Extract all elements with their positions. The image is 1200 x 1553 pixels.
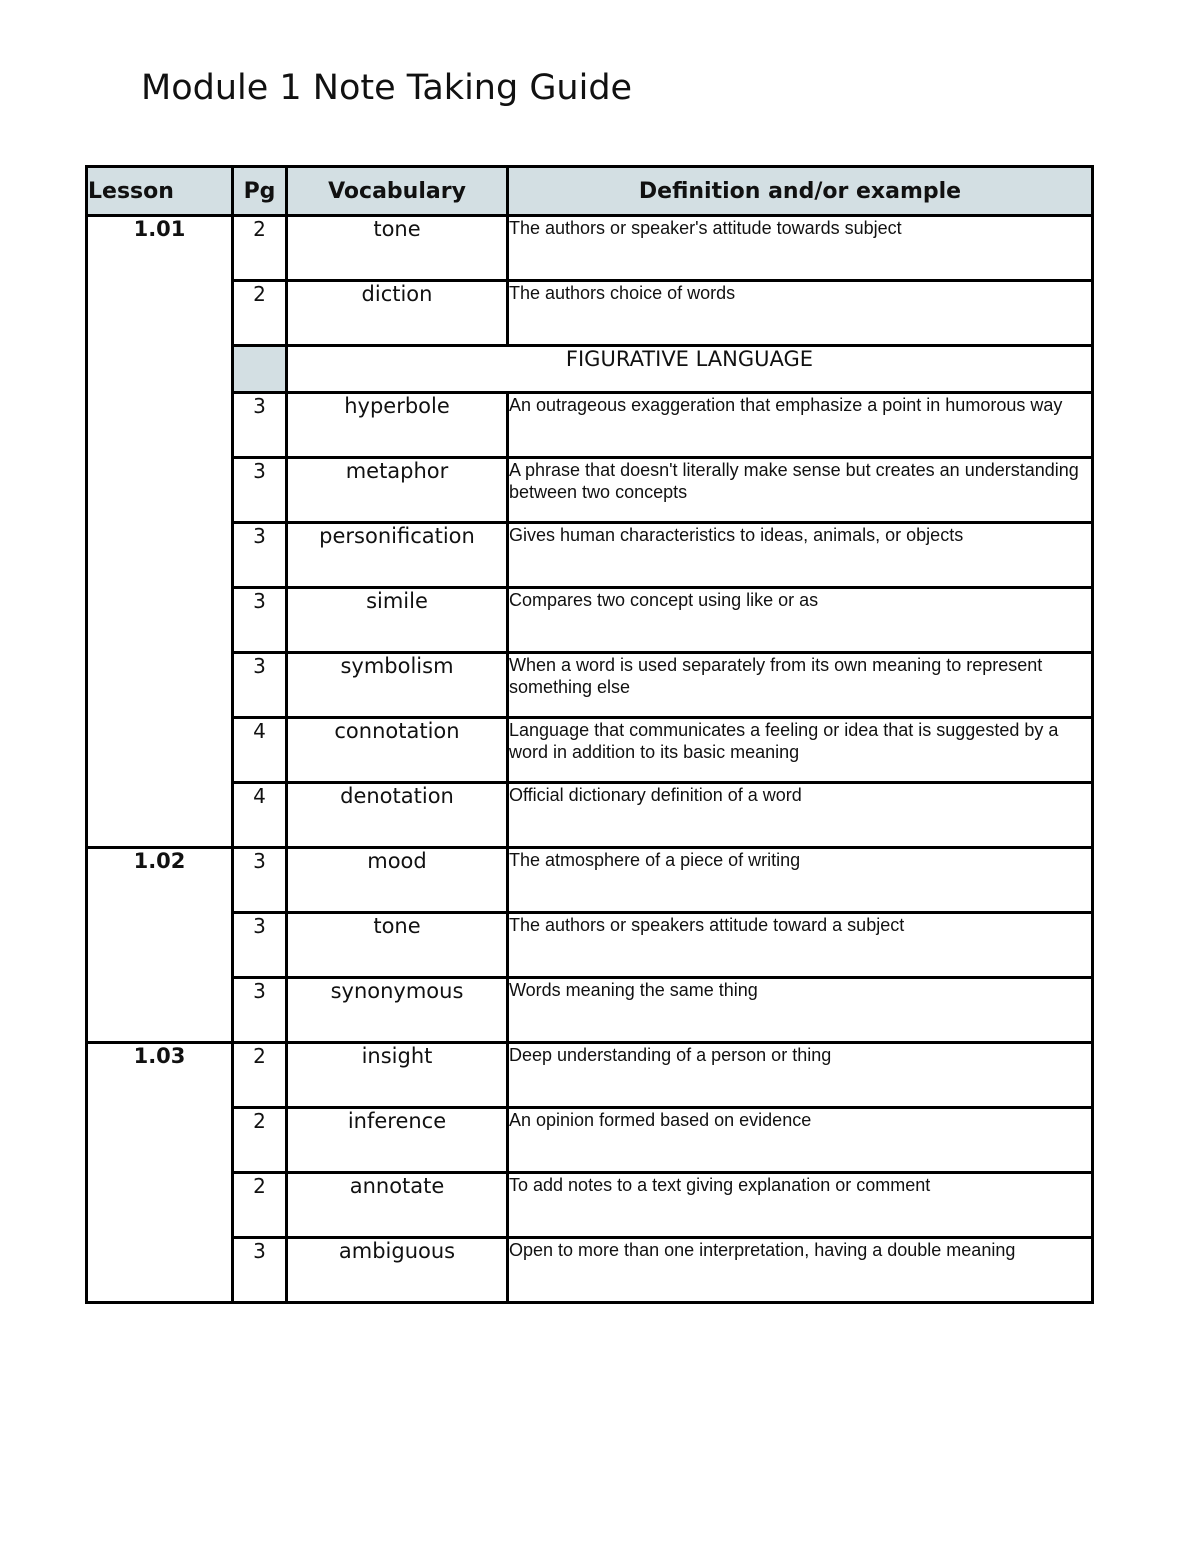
table-row bbox=[87, 1238, 1093, 1303]
vocab-cell: metaphor bbox=[287, 458, 508, 523]
table-row bbox=[87, 523, 1093, 588]
note-taking-table bbox=[85, 165, 1094, 1304]
lesson-cell: 1.03 bbox=[87, 1043, 233, 1303]
table-row bbox=[87, 216, 1093, 281]
definition-cell: Official dictionary definition of a word bbox=[508, 783, 1093, 848]
section-blank-cell bbox=[233, 346, 287, 393]
lesson-cell: 1.02 bbox=[87, 848, 233, 1043]
definition-cell: Deep understanding of a person or thing bbox=[508, 1043, 1093, 1108]
header-lesson: Lesson bbox=[87, 167, 233, 216]
page-cell: 4 bbox=[233, 718, 287, 783]
vocab-cell: connotation bbox=[287, 718, 508, 783]
definition-cell: The authors choice of words bbox=[508, 281, 1093, 346]
table-row bbox=[87, 978, 1093, 1043]
definition-cell: Gives human characteristics to ideas, animals, or objects bbox=[508, 523, 1093, 588]
vocab-cell: ambiguous bbox=[287, 1238, 508, 1303]
page-cell: 2 bbox=[233, 1043, 287, 1108]
page-cell: 3 bbox=[233, 848, 287, 913]
table-row bbox=[87, 783, 1093, 848]
vocab-cell: mood bbox=[287, 848, 508, 913]
vocab-cell: symbolism bbox=[287, 653, 508, 718]
section-title: FIGURATIVE LANGUAGE bbox=[287, 346, 1093, 393]
table-row bbox=[87, 653, 1093, 718]
definition-cell: Words meaning the same thing bbox=[508, 978, 1093, 1043]
table-row bbox=[87, 1173, 1093, 1238]
definition-cell: The authors or speakers attitude toward a subject bbox=[508, 913, 1093, 978]
definition-cell: To add notes to a text giving explanation or comment bbox=[508, 1173, 1093, 1238]
lesson-cell: 1.01 bbox=[87, 216, 233, 848]
page-cell: 2 bbox=[233, 281, 287, 346]
definition-cell: An opinion formed based on evidence bbox=[508, 1108, 1093, 1173]
vocab-cell: annotate bbox=[287, 1173, 508, 1238]
table-header-row bbox=[87, 167, 1093, 216]
table-row bbox=[87, 1043, 1093, 1108]
page-cell: 3 bbox=[233, 1238, 287, 1303]
definition-cell: Open to more than one interpretation, having a double meaning bbox=[508, 1238, 1093, 1303]
page-cell: 3 bbox=[233, 653, 287, 718]
header-pg: Pg bbox=[233, 167, 287, 216]
vocab-cell: simile bbox=[287, 588, 508, 653]
table-row bbox=[87, 281, 1093, 346]
vocab-cell: insight bbox=[287, 1043, 508, 1108]
page-cell: 3 bbox=[233, 393, 287, 458]
page-cell: 4 bbox=[233, 783, 287, 848]
table-row bbox=[87, 848, 1093, 913]
vocab-cell: diction bbox=[287, 281, 508, 346]
table-row bbox=[87, 588, 1093, 653]
table-row bbox=[87, 1108, 1093, 1173]
table-row bbox=[87, 913, 1093, 978]
definition-cell: When a word is used separately from its own meaning to represent something else bbox=[508, 653, 1093, 718]
table-row bbox=[87, 393, 1093, 458]
definition-cell: Compares two concept using like or as bbox=[508, 588, 1093, 653]
page-cell: 2 bbox=[233, 216, 287, 281]
page-cell: 3 bbox=[233, 523, 287, 588]
vocab-cell: denotation bbox=[287, 783, 508, 848]
page-cell: 3 bbox=[233, 588, 287, 653]
vocab-cell: personification bbox=[287, 523, 508, 588]
definition-cell: A phrase that doesn't literally make sense but creates an understanding between two concepts bbox=[508, 458, 1093, 523]
section-row bbox=[87, 346, 1093, 393]
page-title: Module 1 Note Taking Guide bbox=[141, 68, 633, 108]
page-cell: 3 bbox=[233, 978, 287, 1043]
vocab-cell: hyperbole bbox=[287, 393, 508, 458]
page-cell: 3 bbox=[233, 913, 287, 978]
page-cell: 2 bbox=[233, 1108, 287, 1173]
vocab-cell: tone bbox=[287, 216, 508, 281]
definition-cell: The atmosphere of a piece of writing bbox=[508, 848, 1093, 913]
definition-cell: Language that communicates a feeling or idea that is suggested by a word in addition to its basic meaning bbox=[508, 718, 1093, 783]
page-cell: 3 bbox=[233, 458, 287, 523]
page-cell: 2 bbox=[233, 1173, 287, 1238]
definition-cell: An outrageous exaggeration that emphasize a point in humorous way bbox=[508, 393, 1093, 458]
table-row bbox=[87, 458, 1093, 523]
table-row bbox=[87, 718, 1093, 783]
definition-cell: The authors or speaker's attitude towards subject bbox=[508, 216, 1093, 281]
vocab-cell: tone bbox=[287, 913, 508, 978]
header-vocabulary: Vocabulary bbox=[287, 167, 508, 216]
vocab-cell: inference bbox=[287, 1108, 508, 1173]
header-definition: Definition and/or example bbox=[508, 167, 1093, 216]
vocab-cell: synonymous bbox=[287, 978, 508, 1043]
